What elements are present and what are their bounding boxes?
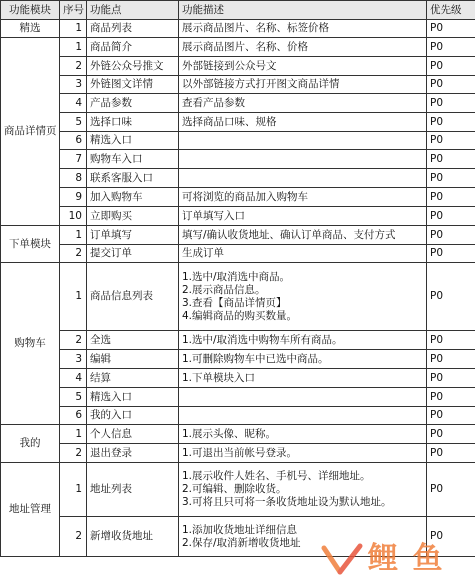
row-priority: P0: [427, 226, 475, 245]
header-priority: 优先级: [427, 1, 475, 20]
table-row: [1, 150, 475, 169]
watermark-text: 鲤 鱼: [368, 541, 445, 576]
row-seq: 2: [60, 444, 87, 463]
row-priority: P0: [427, 94, 475, 113]
row-description: [179, 444, 427, 463]
row-description: [179, 38, 427, 57]
row-description: [179, 226, 427, 245]
table-row: [1, 207, 475, 226]
row-priority: P0: [427, 207, 475, 226]
description-line: 2.可编辑、删除收货。: [182, 483, 287, 495]
row-priority: P0: [427, 150, 475, 169]
row-seq: 6: [60, 132, 87, 150]
row-description: [179, 331, 427, 350]
row-seq: 4: [60, 369, 87, 388]
table-row: [1, 407, 475, 425]
row-description: [179, 76, 427, 94]
row-feature: 个人信息: [87, 425, 179, 444]
row-feature: 外链公众号推文: [87, 57, 179, 76]
row-priority: P0: [427, 38, 475, 57]
row-seq: 5: [60, 113, 87, 132]
table-header-row: [1, 1, 475, 20]
table-row: [1, 263, 475, 331]
description-line: 选择商品口味、规格: [182, 115, 277, 128]
row-priority: P0: [427, 444, 475, 463]
row-priority: P0: [427, 425, 475, 444]
description-line: 4.编辑商品的购买数量。: [182, 309, 298, 322]
row-feature: 全选: [87, 331, 179, 350]
description-line: 2.保存/取消新增收货地址: [182, 536, 301, 549]
table-row: [1, 132, 475, 150]
description-line: 1.展示收件人姓名、手机号、详细地址。: [182, 470, 371, 482]
description-line: 3.可将且只可将一条收货地址设为默认地址。: [182, 496, 392, 508]
description-line: 外部链接到公众号文: [182, 59, 277, 72]
description-line: 1.可删除购物车中已选中商品。: [182, 352, 329, 365]
row-seq: 1: [60, 38, 87, 57]
row-seq: 2: [60, 245, 87, 263]
table-row: [1, 369, 475, 388]
row-feature: 结算: [87, 369, 179, 388]
description-line: 1.添加收货地址详细信息: [182, 523, 298, 536]
row-priority: P0: [427, 463, 475, 517]
description-line: 1.展示头像、昵称。: [182, 427, 277, 440]
row-feature: 地址列表: [87, 463, 179, 517]
header-module: 功能模块: [1, 1, 60, 20]
description-line: 订单填写入口: [182, 209, 245, 222]
row-description: [179, 369, 427, 388]
description-line: 查看产品参数: [182, 96, 245, 109]
row-priority: P0: [427, 517, 475, 557]
row-feature: 购物车入口: [87, 150, 179, 169]
description-line: 1.可退出当前帐号登录。: [182, 446, 298, 459]
row-feature: 提交订单: [87, 245, 179, 263]
table-row: [1, 350, 475, 369]
row-seq: 9: [60, 188, 87, 207]
row-feature: 联系客服入口: [87, 169, 179, 188]
brand-mark-icon: [320, 542, 364, 576]
table-row: [1, 38, 475, 57]
row-seq: 2: [60, 517, 87, 557]
row-feature: 商品简介: [87, 38, 179, 57]
description-line: 展示商品图片、名称、价格: [182, 40, 308, 53]
table-row: [1, 113, 475, 132]
row-priority: P0: [427, 169, 475, 188]
row-feature: 选择口味: [87, 113, 179, 132]
row-priority: P0: [427, 113, 475, 132]
row-seq: 2: [60, 57, 87, 76]
description-line: 展示商品图片、名称、标签价格: [182, 22, 329, 34]
row-priority: P0: [427, 57, 475, 76]
row-seq: 1: [60, 20, 87, 38]
table-row: [1, 463, 475, 517]
row-priority: P0: [427, 369, 475, 388]
row-seq: 3: [60, 350, 87, 369]
row-description: [179, 150, 427, 169]
description-line: 生成订单: [182, 247, 224, 259]
row-description: [179, 113, 427, 132]
row-description: [179, 207, 427, 226]
row-description: [179, 188, 427, 207]
row-description: [179, 132, 427, 150]
watermark-logo: [320, 539, 465, 579]
row-description: [179, 263, 427, 331]
row-feature: 退出登录: [87, 444, 179, 463]
row-seq: 1: [60, 463, 87, 517]
row-description: [179, 57, 427, 76]
row-description: [179, 350, 427, 369]
row-seq: 7: [60, 150, 87, 169]
row-feature: 新增收货地址: [87, 517, 179, 557]
module-name: 我的: [1, 425, 60, 463]
description-line: 可将浏览的商品加入购物车: [182, 190, 308, 203]
row-feature: 精选入口: [87, 132, 179, 150]
row-seq: 5: [60, 388, 87, 407]
table-row: [1, 188, 475, 207]
description-line: 1.选中/取消选中购物车所有商品。: [182, 333, 343, 346]
row-feature: 外链图文详情: [87, 76, 179, 94]
row-seq: 6: [60, 407, 87, 425]
row-seq: 1: [60, 263, 87, 331]
module-name: 精选: [1, 20, 60, 38]
table-row: [1, 20, 475, 38]
row-priority: P0: [427, 407, 475, 425]
row-description: [179, 463, 427, 517]
row-feature: 商品信息列表: [87, 263, 179, 331]
table-row: [1, 245, 475, 263]
module-name: 购物车: [1, 263, 60, 425]
row-seq: 3: [60, 76, 87, 94]
row-seq: 8: [60, 169, 87, 188]
table-row: [1, 169, 475, 188]
row-seq: 1: [60, 226, 87, 245]
header-seq: 序号: [60, 1, 87, 20]
table-row: [1, 331, 475, 350]
row-feature: 商品列表: [87, 20, 179, 38]
row-feature: 我的入口: [87, 407, 179, 425]
module-name: 地址管理: [1, 463, 60, 557]
row-feature: 精选入口: [87, 388, 179, 407]
description-line: 1.下单模块入口: [182, 371, 256, 384]
row-priority: P0: [427, 76, 475, 94]
row-priority: P0: [427, 188, 475, 207]
row-feature: 编辑: [87, 350, 179, 369]
row-priority: P0: [427, 388, 475, 407]
header-desc: 功能描述: [179, 1, 427, 20]
table-row: [1, 76, 475, 94]
row-priority: P0: [427, 20, 475, 38]
row-priority: P0: [427, 331, 475, 350]
table-row: [1, 388, 475, 407]
table-row: [1, 444, 475, 463]
row-description: [179, 20, 427, 38]
description-line: 1.选中/取消选中商品。: [182, 270, 291, 283]
description-line: 2.展示商品信息。: [182, 283, 266, 296]
row-feature: 立即购买: [87, 207, 179, 226]
row-seq: 1: [60, 425, 87, 444]
module-name: 下单模块: [1, 226, 60, 263]
row-feature: 订单填写: [87, 226, 179, 245]
description-line: 填写/确认收货地址、确认订单商品、支付方式: [182, 228, 396, 241]
row-description: [179, 245, 427, 263]
row-description: [179, 169, 427, 188]
module-name: 商品详情页: [1, 38, 60, 226]
description-line: 以外部链接方式打开图文商品详情: [182, 78, 340, 90]
table-row: [1, 57, 475, 76]
row-description: [179, 407, 427, 425]
row-feature: 产品参数: [87, 94, 179, 113]
table-row: [1, 425, 475, 444]
row-priority: P0: [427, 245, 475, 263]
table-body: [1, 20, 475, 557]
row-priority: P0: [427, 263, 475, 331]
row-description: [179, 94, 427, 113]
row-seq: 10: [60, 207, 87, 226]
row-priority: P0: [427, 350, 475, 369]
description-line: 3.查看【商品详情页】: [182, 296, 287, 309]
row-description: [179, 388, 427, 407]
row-priority: P0: [427, 132, 475, 150]
row-description: [179, 425, 427, 444]
row-feature: 加入购物车: [87, 188, 179, 207]
row-seq: 2: [60, 331, 87, 350]
table-row: [1, 94, 475, 113]
header-feature: 功能点: [87, 1, 179, 20]
table-row: [1, 226, 475, 245]
row-seq: 4: [60, 94, 87, 113]
